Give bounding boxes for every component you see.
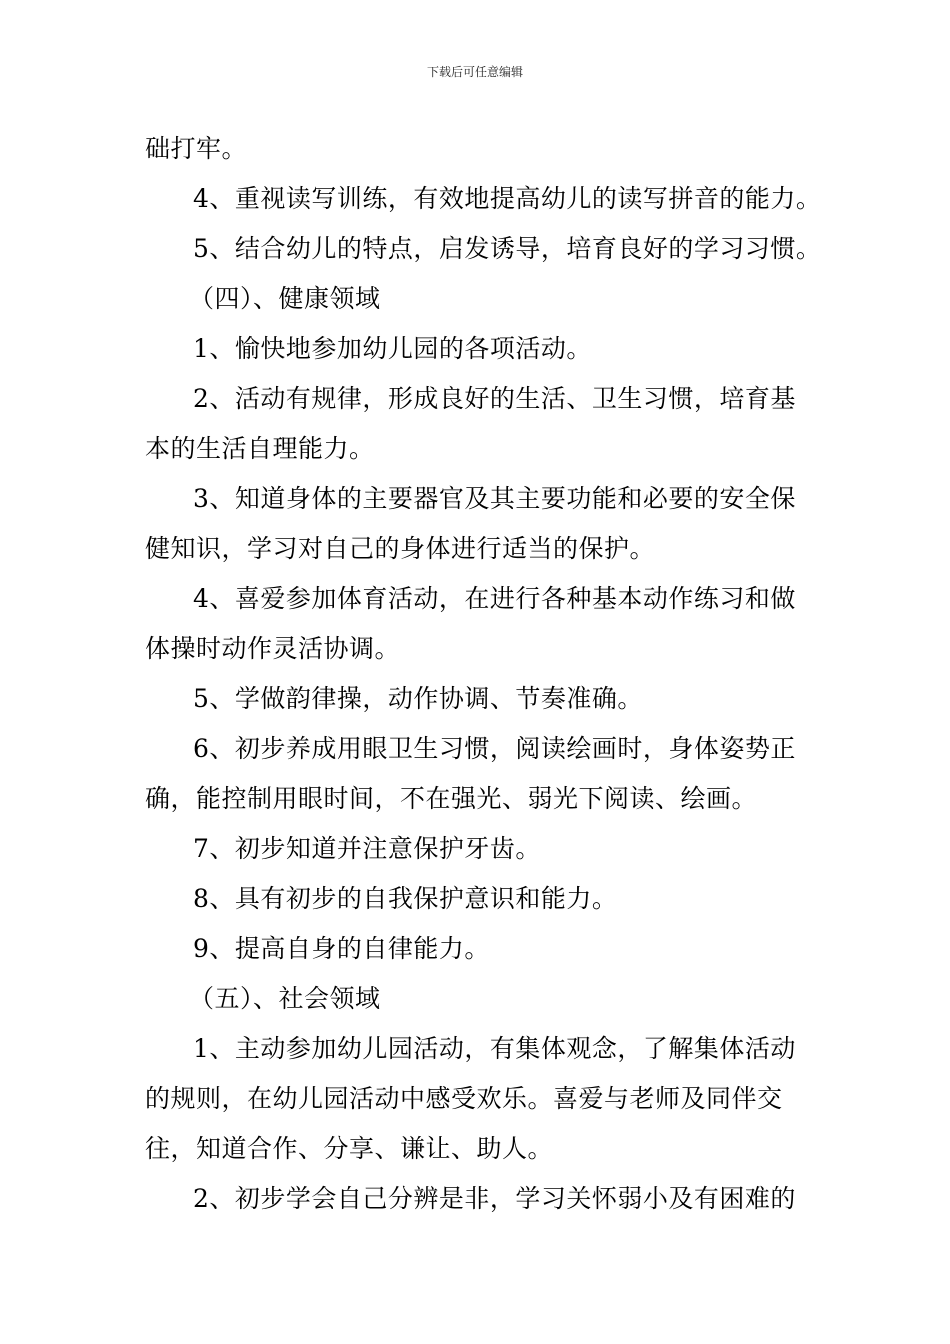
section-heading: （五）、社会领域	[189, 984, 381, 1013]
section-heading: （四）、健康领域	[189, 284, 381, 313]
text-line: 2、初步学会自己分辨是非，学习关怀弱小及有困难的	[193, 1184, 796, 1213]
text-line: 9、提高自身的自律能力。	[193, 934, 490, 963]
text-line: 本的生活自理能力。	[145, 434, 375, 463]
text-line: 3、知道身体的主要器官及其主要功能和必要的安全保	[193, 484, 796, 513]
document-body	[145, 124, 822, 1224]
page-header: 下载后可任意编辑	[426, 65, 523, 79]
text-line: 2、活动有规律，形成良好的生活、卫生习惯，培育基	[193, 384, 796, 413]
text-line: 健知识，学习对自己的身体进行适当的保护。	[145, 534, 656, 563]
text-line: 8、具有初步的自我保护意识和能力。	[193, 884, 618, 913]
text-line: 础打牢。	[145, 134, 248, 163]
text-line: 4、重视读写训练，有效地提高幼儿的读写拼音的能力。	[193, 184, 822, 213]
text-line: 6、初步养成用眼卫生习惯，阅读绘画时，身体姿势正	[193, 734, 796, 763]
text-line: 体操时动作灵活协调。	[145, 634, 401, 663]
text-line: 5、学做韵律操，动作协调、节奏准确。	[193, 684, 643, 713]
text-line: 5、结合幼儿的特点，启发诱导，培育良好的学习习惯。	[193, 234, 822, 263]
text-line: 7、初步知道并注意保护牙齿。	[193, 834, 541, 863]
text-line: 4、喜爱参加体育活动，在进行各种基本动作练习和做	[193, 584, 796, 613]
text-line: 1、愉快地参加幼儿园的各项活动。	[193, 334, 592, 363]
text-line: 确，能控制用眼时间，不在强光、弱光下阅读、绘画。	[145, 784, 758, 813]
text-line: 往，知道合作、分享、谦让、助人。	[145, 1134, 554, 1163]
text-line: 1、主动参加幼儿园活动，有集体观念，了解集体活动	[193, 1034, 796, 1063]
text-line: 的规则，在幼儿园活动中感受欢乐。喜爱与老师及同伴交	[145, 1084, 783, 1113]
